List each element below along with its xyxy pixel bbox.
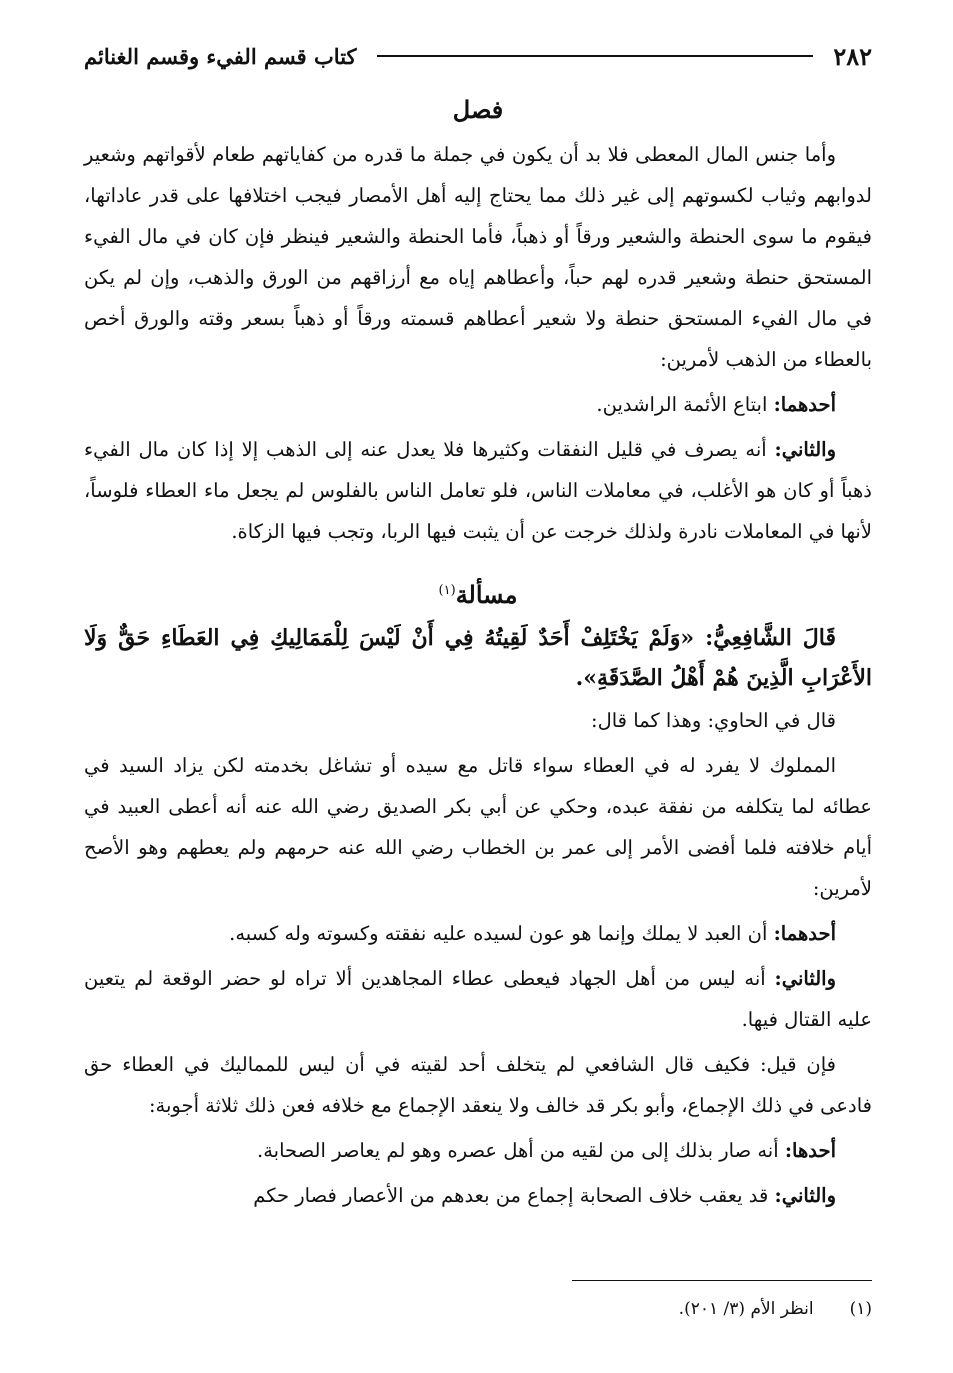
section-paragraph: [84, 429, 872, 552]
paragraph-lead: والثاني:: [774, 438, 836, 461]
paragraph-text: أن العبد لا يملك وإنما هو عون لسيده عليه نفقته وكسوته وله كسبه.: [229, 922, 774, 945]
issue-paragraph: [84, 700, 872, 741]
paragraph-text: قد يعقب خلاف الصحابة إجماع من بعدهم من الأعصار فصار حكم: [253, 1184, 775, 1207]
paragraph-text: فإن قيل: فكيف قال الشافعي لم يتخلف أحد لقيته في أن ليس للمماليك في العطاء حق فادعى في ذلك الإجماع، وأبو بكر قد خالف ولا ينعقد الإجماع مع خلافه فعن ذلك ثلاثة أجوبة:: [84, 1053, 872, 1117]
paragraph-text: أنه ليس من أهل الجهاد فيعطى عطاء المجاهدين ألا تراه لو حضر الوقعة لم يتعين عليه القتال فيها.: [84, 967, 872, 1031]
footnote-text: انظر الأم (٣/ ٢٠١).: [678, 1299, 814, 1319]
page-number: ٢٨٢: [833, 41, 872, 71]
footnote-rule: [572, 1280, 872, 1281]
header-rule: [377, 55, 814, 57]
footnote-marker: (١): [849, 1299, 872, 1319]
paragraph-text: أنه يصرف في قليل النفقات وكثيرها فلا يعدل عنه إلى الذهب إلا إذا كان مال الفيء ذهباً أو كان هو الأغلب، في معاملات الناس، فلو تعامل الناس بالفلوس لم يجعل ماء العطاء فلوساً، لأنها في المعاملات نادرة ولذلك خرجت عن أن يثبت فيها الربا، وتجب فيها الزكاة.: [84, 438, 872, 543]
book-title: كتاب قسم الفيء وقسم الغنائم: [84, 43, 357, 69]
paragraph-text: وأما جنس المال المعطى فلا بد أن يكون في جملة ما قدره من كفاياتهم طعام لأقواتهم وشعير لدوابهم وثياب لكسوتهم إلى غير ذلك مما يحتاج إليه أهل الأمصار فيجب اختلافها على قدر عاداتها، فيقوم ما سوى الحنطة والشعير ورقاً أو ذهباً، فأما الحنطة والشعير فينظر فإن كان في مال الفيء المستحق حنطة وشعير قدره لهم حباً، وأعطاهم إياه مع أرزاقهم من الورق والذهب، وإن لم يكن في مال الفيء المستحق حنطة ولا شعير أعطاهم قسمته ورقاً أو ذهباً بسعر وقته والورق أخص بالعطاء من الذهب لأمرين:: [84, 143, 872, 371]
issue-heading: [84, 572, 872, 614]
section-paragraph: [84, 134, 872, 380]
issue-paragraph: [84, 913, 872, 954]
paragraph-text: ابتاع الأئمة الراشدين.: [596, 393, 774, 416]
paragraph-lead: والثاني:: [774, 1184, 836, 1207]
footnote-reference: (١): [438, 583, 456, 598]
issue-paragraph: [84, 745, 872, 909]
paragraph-text: أنه صار بذلك إلى من لقيه من أهل عصره وهو لم يعاصر الصحابة.: [257, 1139, 785, 1162]
running-header: [84, 34, 872, 78]
paragraph-lead: أحدهما:: [773, 922, 836, 945]
shafii-quote: قَالَ الشَّافِعِيُّ: «وَلَمْ يَخْتَلِفْ أَحَدٌ لَقِيتُهُ فِي أَنْ لَيْسَ لِلْمَمَالِيكِ فِي العَطَاءِ حَقٌّ وَلَا الأَعْرَابِ الَّذِينَ هُمْ أَهْلُ الصَّدَقَةِ».: [84, 625, 872, 691]
paragraph-text: المملوك لا يفرد له في العطاء سواء قاتل مع سيده أو تشاغل بخدمته لكن يزاد السيد في عطائه لما يتكلفه من نفقة عبده، وحكي عن أبي بكر الصديق رضي الله عنه أنه أعطى العبيد في أيام خلافته فلما أفضى الأمر إلى عمر بن الخطاب رضي الله عنه حرمهم ولم يعطهم وهو الأصح لأمرين:: [84, 754, 872, 900]
issue-paragraph: [84, 1130, 872, 1171]
issue-paragraph: [84, 958, 872, 1040]
paragraph-lead: أحدهما:: [773, 393, 836, 416]
paragraph-lead: أحدها:: [784, 1139, 836, 1162]
issue-paragraph: [84, 1175, 872, 1216]
book-page: [84, 34, 872, 1344]
section-heading: فصل: [452, 95, 504, 124]
paragraph-lead: والثاني:: [774, 967, 836, 990]
issue-heading-text: مسألة: [455, 580, 518, 609]
section-paragraph: [84, 384, 872, 425]
footnote: [679, 1296, 872, 1322]
paragraph-text: قال في الحاوي: وهذا كما قال:: [591, 709, 836, 732]
issue-paragraph: [84, 1044, 872, 1126]
